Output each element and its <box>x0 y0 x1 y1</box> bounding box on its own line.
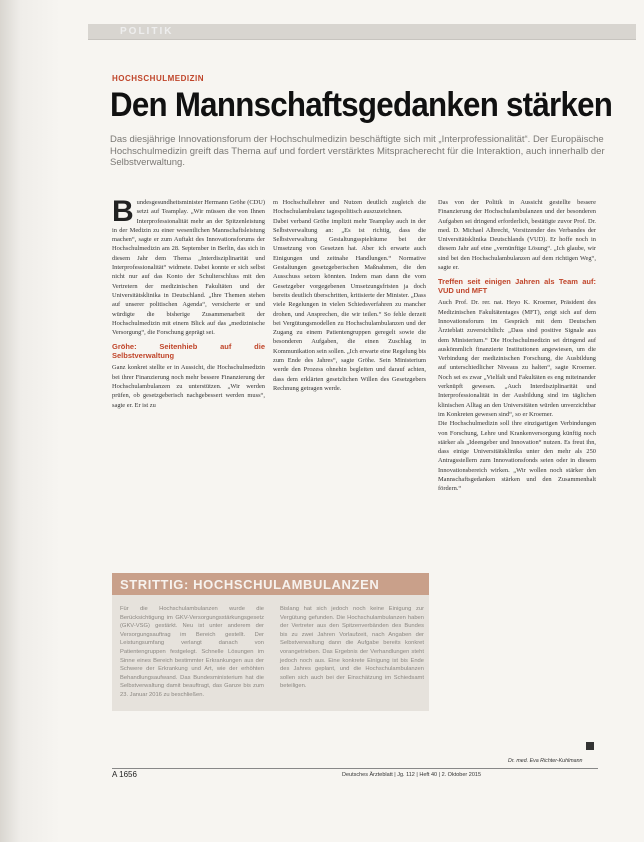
page-number: A 1656 <box>112 770 137 779</box>
article-kicker: HOCHSCHULMEDIZIN <box>112 74 204 83</box>
paragraph: Die Hochschulmedizin soll ihre einzigartigen Verbindungen von Forschung, Lehre und Krankenversorgung künftig noch stärker als „Ideengeber und Innovation“ nutzen. Es freut ihn, dass einige Universitätsklinika unter den mehr als 250 Antragsstellern zum Innovationsfonds seien oder in diesem Innovationsbereich wirken. „Wir wollen noch stärker den Mannschaftsgedanken stärken und den Zusammenhalt fördern.“ <box>438 420 596 493</box>
article-lead: Das diesjährige Innovationsforum der Hochschulmedizin beschäftigte sich mit „Interprofessionalität“. Der Europäische Hochschulmedizin greift das Thema auf und fordert verstärktes Mitspracherecht für die Interaktion, auch innerhalb der Selbstverwaltung. <box>110 134 605 168</box>
author-byline: Dr. med. Eva Richter-Kuhlmann <box>508 758 583 764</box>
paragraph: Das von der Politik in Aussicht gestellte bessere Finanzierung der Hochschulambulanzen und der besonderen Aufgaben sei dringend erforderlich, bestätigte zuvor Prof. Dr. med. D. Michael Albrecht, Vorsitzender des Verbandes der Universitätsklinika Deutschlands (VUD). Er hoffe noch in diesem Jahr auf eine „vernünftige Lösung“. „Ich glaube, wir sind bei den Hochschulambulanzen auf dem richtigen Weg“, sagte er. <box>438 199 596 272</box>
drop-cap: B <box>112 195 134 228</box>
article-headline: Den Mannschaftsgedanken stärken <box>110 86 613 124</box>
paragraph: Dabei verband Gröhe implizit mehr Teamplay auch in der Selbstverwaltung an: „Es ist richtig, dass die Selbstverwaltung Gestaltungsspielräume bei der Umsetzung von Gesetzen hat. Aber ich erwarte auch Einigungen und zeitnahe Handlungen.“ Normative Gestaltungen gesetzgeberischen Maßnahmen, die den Ausschuss setzen könnten. Indem man dann die vom Gesetzgeber vorgegebenen Umsetzungsfristen ja doch bereits deutlich überschritten, kritisierte der Minister. „Dass viele Regelungen in vielen Schiedsverfahren zu mancher drohen, und Ansprechen, die wir teilen.“ So fehle derzeit bei Vergütungsmodellen zu Hochschulambulanzen und der Zugang zu einem Patientengruppen geregelt sowie die besonderen Aufgaben, die einen Zuschlag in Kommunikation sein sollen. „Ich erwarte eine Regelung bis zum Ende des Jahres“, sagte Gröhe. Sein Ministerium werde den Prozess ohnehin begleiten und darauf achten, dass dem erklärten gesetzlichen Willen des Gesetzgebers Rechnung getragen werde. <box>273 217 426 392</box>
subheading: Gröhe: Seitenhieb auf die Selbstverwaltung <box>112 342 265 361</box>
paragraph: Ganz konkret stellte er in Aussicht, die Hochschulmedizin bei ihrer Finanzierung noch mehr bessere Finanzierung der Hochschulambulanzen zu unterstützen. „Wir werden prüfen, ob gesetzgeberisch nachgebessert werden muss“, sagte er. Er ist zu <box>112 364 265 409</box>
info-box-column-1: Für die Hochschulambulanzen wurde die Berücksichtigung im GKV-Versorgungsstärkungsgesetz (GKV-VSG) gestärkt. Neu ist unter anderem der Versorgungsauftrag im Bereich gestellt. Der Leistungsumfang verlangt danach von Patientengruppen festgelegt. Schnelle Lösungen im Sinne eines Bereich bestimmter Erkrankungen aus der Schwere der Erkrankung und Art, wie der erhöhten Behandlungsaufwand. Das Bundesministerium hat die Selbstverwaltung damit beauftragt, das Ganze bis zum 23. Januar 2016 zu beschließen. <box>120 606 264 698</box>
article-column-3 <box>438 198 596 494</box>
paragraph: undesgesundheitsminister Hermann Gröhe (CDU) setzt auf Teamplay. „Wir müssen die von Ihnen Interprofessionalität mehr an der Spitzenleistung in der Medizin zu einer wesentlichen Mannschaftsleistung machen“, sagte er zum Auftakt des Innovationsforums der Hochschulmedizin am 28. September in Berlin, das sich in diesem Jahr dem Thema „Interdisziplinarität und Interprofessionalität“ widmete. Dabei konnte er sich selbst nicht nur auf das Konto der Schulterschluss mit den Vertretern der medizinischen Fakultäten und der Universitätsklinika in Deutschland. „Ihre Themen stehen auf unserer politischen Agenda“, versicherte er und würdigte die bisherige Zusammenarbeit der Hochschulmedizin mit einem Blick auf das „medizinische Versorgung“, die Forschung geprägt sei. <box>112 199 265 337</box>
info-box-column-2: Bislang hat sich jedoch noch keine Einigung zur Vergütung gefunden. Die Hochschulambulanzen haben der Vertreter aus den Spitzenverbänden des Bundes bis zu zwei Jahren Vorlaufzeit, nach Angaben der Selbstverwaltung dann die Aufgabe bereits konkret vorangetrieben. Das Ergebnis der Verhandlungen steht jedoch noch aus. Eine konkrete Einigung ist bis Ende des Jahres geplant, und die Hochschulambulanzen sollen sich auch bei der Einschätzung im Schiedsamt beteiligen. <box>280 606 424 690</box>
info-box-header <box>112 573 429 595</box>
section-label: POLITIK <box>120 26 174 37</box>
paragraph: m Hochschullehrer und Nutzen deutlich zugleich die Hochschulambulanz tagespolitisch auszuzeichnen. <box>273 199 426 216</box>
article-column-2 <box>273 198 426 393</box>
info-box-title: STRITTIG: HOCHSCHULAMBULANZEN <box>120 577 380 592</box>
subheading: Treffen seit einigen Jahren als Team auf: VUD und MFT <box>438 277 596 296</box>
article-column-1 <box>112 195 265 410</box>
footer-divider <box>112 768 598 769</box>
journal-citation: Deutsches Ärzteblatt | Jg. 112 | Heft 40 | 2. Oktober 2015 <box>342 772 482 778</box>
end-of-article-icon <box>586 742 594 750</box>
info-box <box>112 573 429 711</box>
paragraph: Auch Prof. Dr. rer. nat. Heyo K. Kroemer, Präsident des Medizinischen Fakultätentages (MFT), zeigt sich auf dem Innovationsforum im Gespräch mit dem Deutschen Ärzteblatt zuversichtlich: „Dass sind positive Signale aus dem Ministerium.“ Die Hochschulmedizin sei dringend auf auskömmlich finanzierte Institutionen angewiesen, um die Verbindung der medizinischen Forschung, die Ausbildung auf unterschiedlicher Niveaus zu halten“, sagte Kroemer. Noch sei es zwar „Vielfalt und Fakultäten es eng miteinander verknüpft gewesen. „Auch Interdisziplinarität und Interprofessionalität in der Ausbildung sind im täglichen klinischen Alltag an den Universitäten würden unverzichtbar im Konkreten gewesen sind“, so er Kroemer. <box>438 299 596 418</box>
